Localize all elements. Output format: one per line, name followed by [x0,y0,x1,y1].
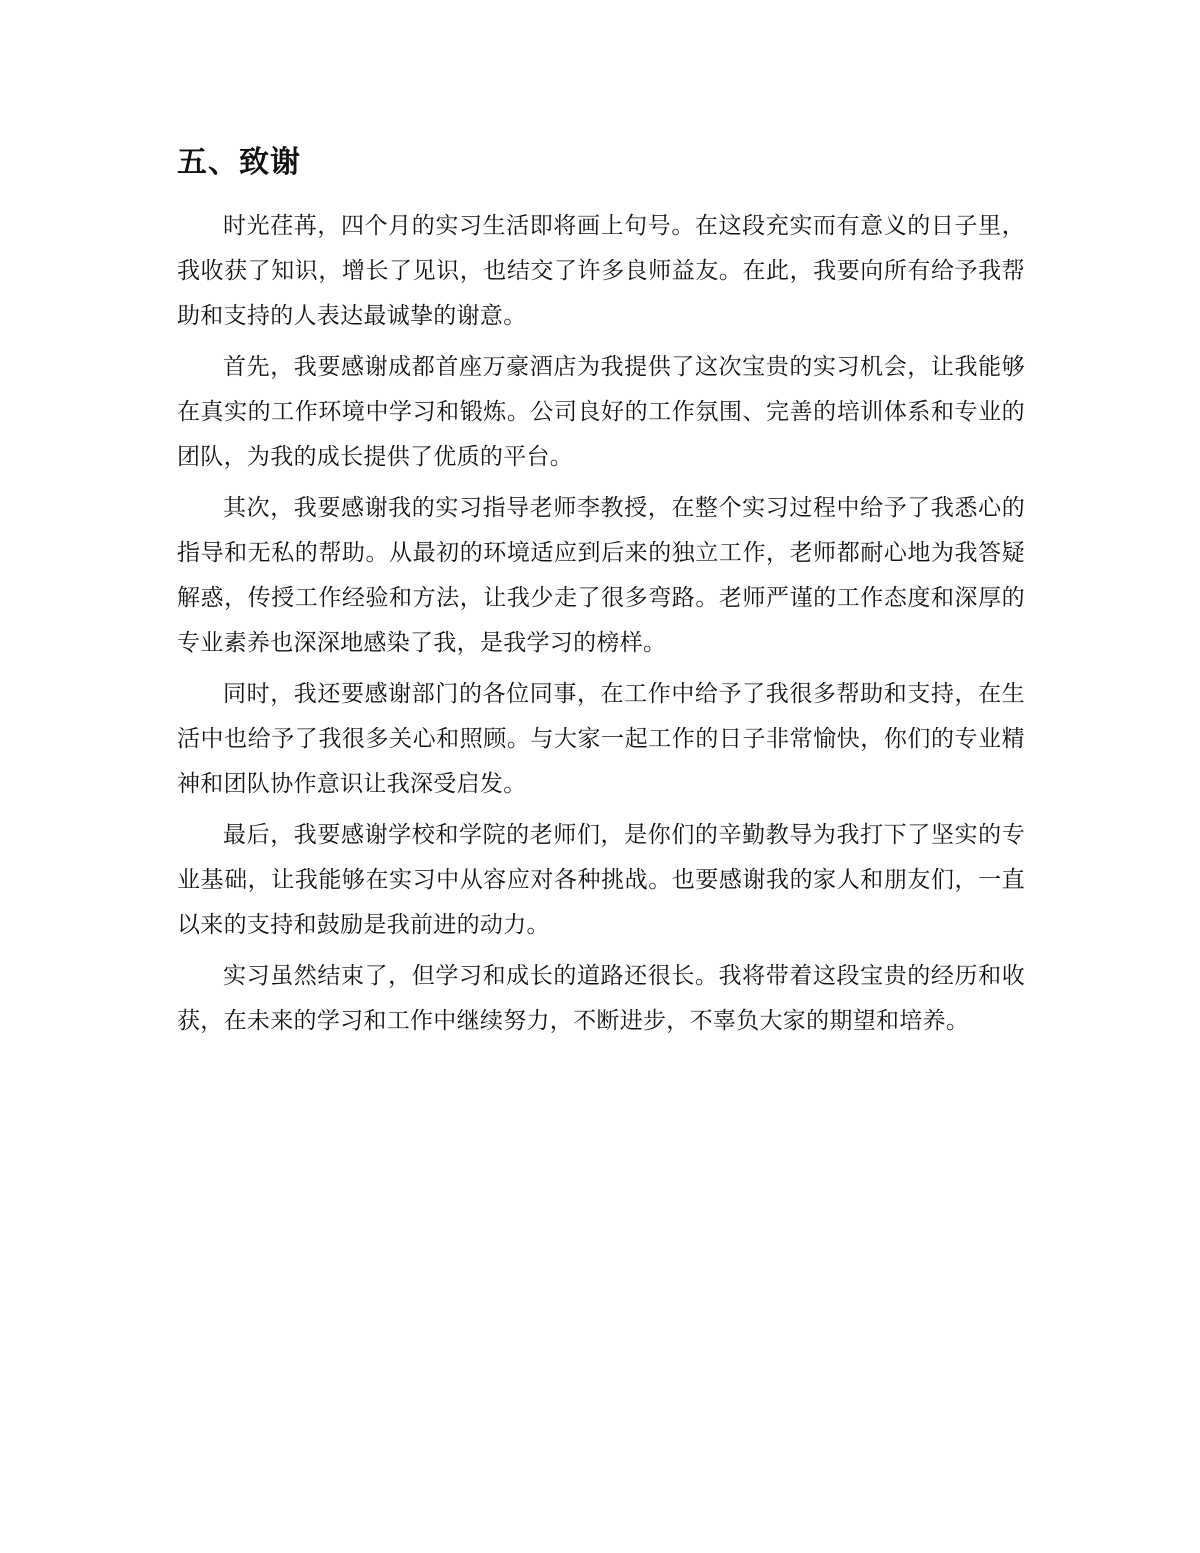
paragraph: 首先，我要感谢成都首座万豪酒店为我提供了这次宝贵的实习机会，让我能够在真实的工作环境中学习和锻炼。公司良好的工作氛围、完善的培训体系和专业的团队，为我的成长提供了优质的平台。 [177,354,1025,470]
paragraph: 时光荏苒，四个月的实习生活即将画上句号。在这段充实而有意义的日子里，我收获了知识，增长了见识，也结交了许多良师益友。在此，我要向所有给予我帮助和支持的人表达最诚挚的谢意。 [177,213,1025,329]
paragraph: 实习虽然结束了，但学习和成长的道路还很长。我将带着这段宝贵的经历和收获，在未来的学习和工作中继续努力，不断进步，不辜负大家的期望和培养。 [177,963,1025,1034]
paragraph: 最后，我要感谢学校和学院的老师们，是你们的辛勤教导为我打下了坚实的专业基础，让我能够在实习中从容应对各种挑战。也要感谢我的家人和朋友们，一直以来的支持和鼓励是我前进的动力。 [177,822,1025,938]
paragraph: 同时，我还要感谢部门的各位同事，在工作中给予了我很多帮助和支持，在生活中也给予了我很多关心和照顾。与大家一起工作的日子非常愉快，你们的专业精神和团队协作意识让我深受启发。 [177,681,1025,797]
document-body [177,140,1025,1050]
paragraph: 其次，我要感谢我的实习指导老师李教授，在整个实习过程中给予了我悉心的指导和无私的帮助。从最初的环境适应到后来的独立工作，老师都耐心地为我答疑解惑，传授工作经验和方法，让我少走了很多弯路。老师严谨的工作态度和深厚的专业素养也深深地感染了我，是我学习的榜样。 [177,495,1025,656]
section-title: 五、致谢 [177,145,301,180]
